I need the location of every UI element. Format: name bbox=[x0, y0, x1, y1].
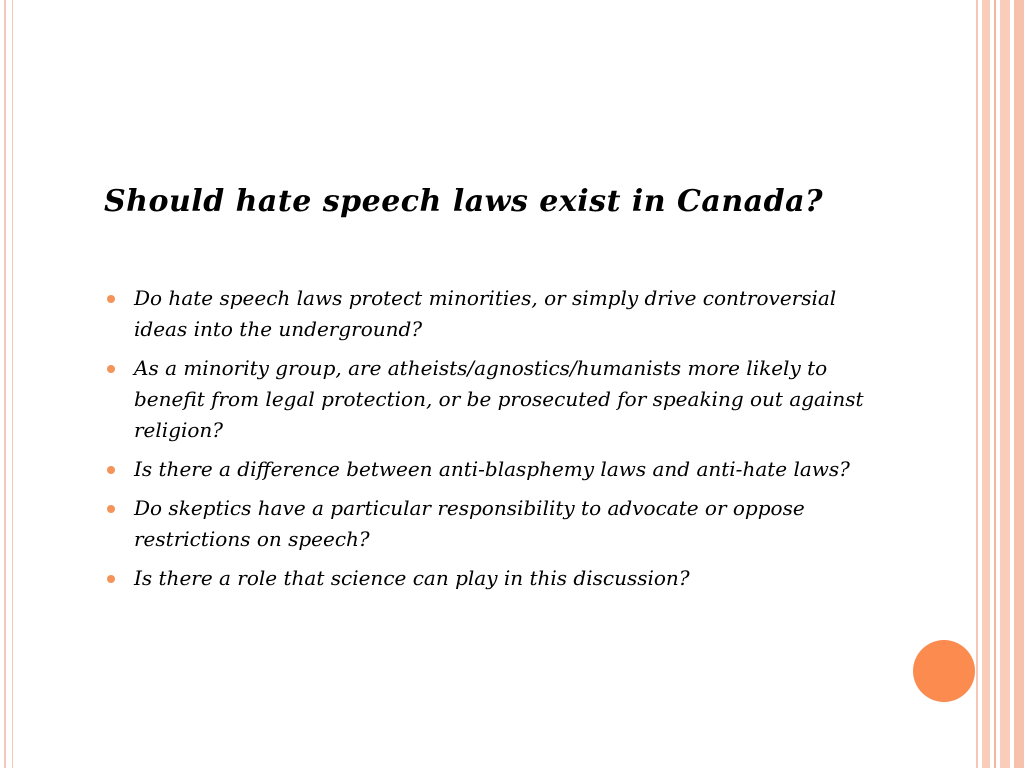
bullet-list bbox=[104, 283, 864, 602]
bullet-text: Is there a difference between anti-blasphemy laws and anti-hate laws? bbox=[134, 457, 850, 481]
bullet-dot-icon bbox=[107, 575, 115, 583]
bullet-item bbox=[104, 353, 864, 446]
bullet-dot-icon bbox=[107, 365, 115, 373]
bullet-item bbox=[104, 563, 864, 594]
bullet-item bbox=[104, 493, 864, 555]
left-frame-line bbox=[4, 0, 6, 768]
bullet-text: As a minority group, are atheists/agnostics/humanists more likely to benefit from legal protection, or be prosecuted for speaking out against religion? bbox=[134, 356, 864, 442]
left-frame-line-inner bbox=[12, 0, 13, 768]
bullet-item bbox=[104, 283, 864, 345]
right-decorative-stripes bbox=[976, 0, 1024, 768]
bullet-text: Is there a role that science can play in this discussion? bbox=[134, 566, 690, 590]
stripe bbox=[976, 0, 978, 768]
stripe bbox=[1000, 0, 1010, 768]
bullet-dot-icon bbox=[107, 505, 115, 513]
slide-title: Should hate speech laws exist in Canada? bbox=[104, 184, 824, 219]
bullet-text: Do skeptics have a particular responsibility to advocate or oppose restrictions on speech? bbox=[134, 496, 805, 551]
bullet-dot-icon bbox=[107, 295, 115, 303]
bullet-text: Do hate speech laws protect minorities, or simply drive controversial ideas into the underground? bbox=[134, 286, 837, 341]
bullet-item bbox=[104, 454, 864, 485]
stripe bbox=[1014, 0, 1024, 768]
accent-circle bbox=[913, 640, 975, 702]
stripe bbox=[982, 0, 990, 768]
stripe bbox=[994, 0, 996, 768]
bullet-dot-icon bbox=[107, 466, 115, 474]
